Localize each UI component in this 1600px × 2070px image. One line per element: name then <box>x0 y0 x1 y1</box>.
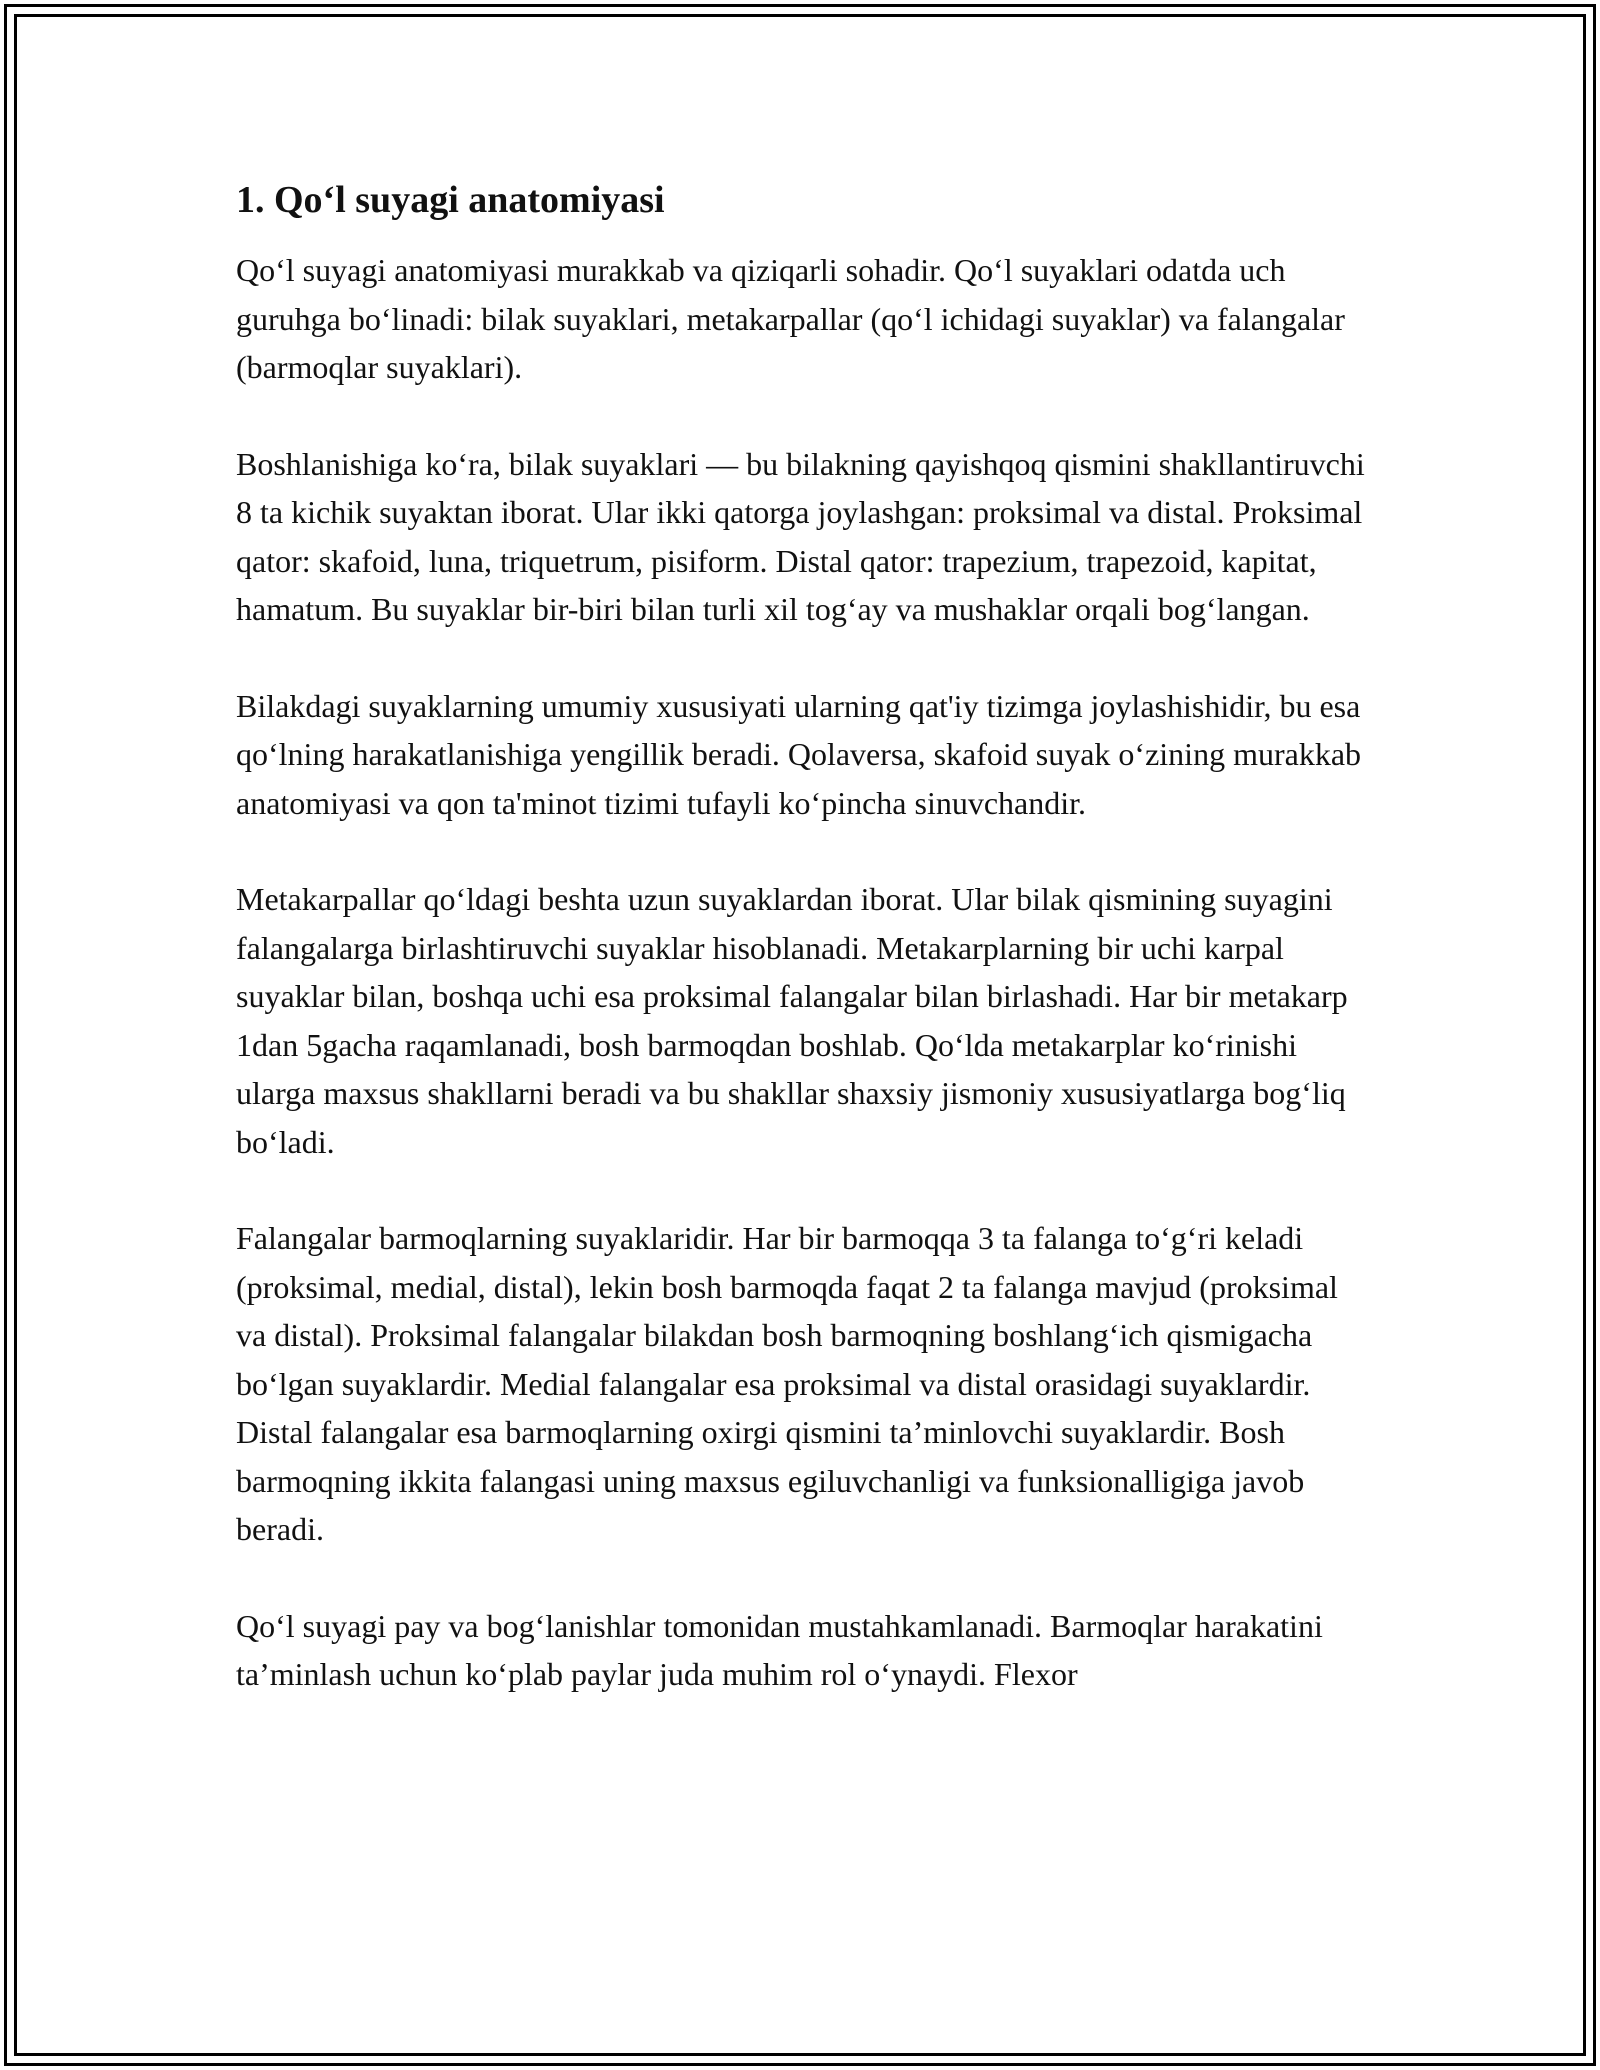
paragraph-phalanges: Falangalar barmoqlarning suyaklaridir. Har bir barmoqqa 3 ta falanga to‘g‘ri keladi (proksimal, medial, distal), lekin bosh barmoqda faqat 2 ta falanga mavjud (proksimal va distal). Proksimal falangalar bilakdan bosh barmoqning boshlang‘ich qismigacha bo‘lgan suyaklardir. Medial falangalar esa proksimal va distal orasidagi suyaklardir. Distal falangalar esa barmoqlarning oxirgi qismini ta’minlovchi suyaklardir. Bosh barmoqning ikkita falangasi uning maxsus egiluvchanligi va funksionalligiga javob beradi. <box>236 1220 1338 1547</box>
document-body <box>236 176 1366 1747</box>
paragraph-tendons-ligaments: Qo‘l suyagi pay va bog‘lanishlar tomonidan mustahkamlanadi. Barmoqlar harakatini ta’minlash uchun ko‘plab paylar juda muhim rol o‘ynaydi. Flexor <box>236 1607 1323 1692</box>
section-heading: 1. Qo‘l suyagi anatomiyasi <box>236 179 665 221</box>
paragraph-carpal-features: Bilakdagi suyaklarning umumiy xususiyati ularning qat'iy tizimga joylashishidir, bu esa qo‘lning harakatlanishiga yengillik beradi. Qolaversa, skafoid suyak o‘zining murakkab anatomiyasi va qon ta'minot tizimi tufayli ko‘pincha sinuvchandir. <box>236 687 1362 821</box>
paragraph-metacarpals: Metakarpallar qo‘ldagi beshta uzun suyaklardan iborat. Ular bilak qismining suyagini falangalarga birlashtiruvchi suyaklar hisoblanadi. Metakarplarning bir uchi karpal suyaklar bilan, boshqa uchi esa proksimal falangalar bilan birlashadi. Har bir metakarp 1dan 5gacha raqamlanadi, bosh barmoqdan boshlab. Qo‘lda metakarplar ko‘rinishi ularga maxsus shakllarni beradi va bu shakllar shaxsiy jismoniy xususiyatlarga bog‘liq bo‘ladi. <box>236 881 1348 1160</box>
paragraph-carpal-bones: Boshlanishiga ko‘ra, bilak suyaklari — bu bilakning qayishqoq qismini shakllantiruvchi 8 ta kichik suyaktan iborat. Ular ikki qatorga joylashgan: proksimal va distal. Proksimal qator: skafoid, luna, triquetrum, pisiform. Distal qator: trapezium, trapezoid, kapitat, hamatum. Bu suyaklar bir-biri bilan turli xil tog‘ay va mushaklar orqali bog‘langan. <box>236 445 1365 627</box>
paragraph-bone-groups: Qo‘l suyagi anatomiyasi murakkab va qiziqarli sohadir. Qo‘l suyaklari odatda uch guruhga bo‘linadi: bilak suyaklari, metakarpallar (qo‘l ichidagi suyaklar) va falangalar (barmoqlar suyaklari). <box>236 252 1345 385</box>
